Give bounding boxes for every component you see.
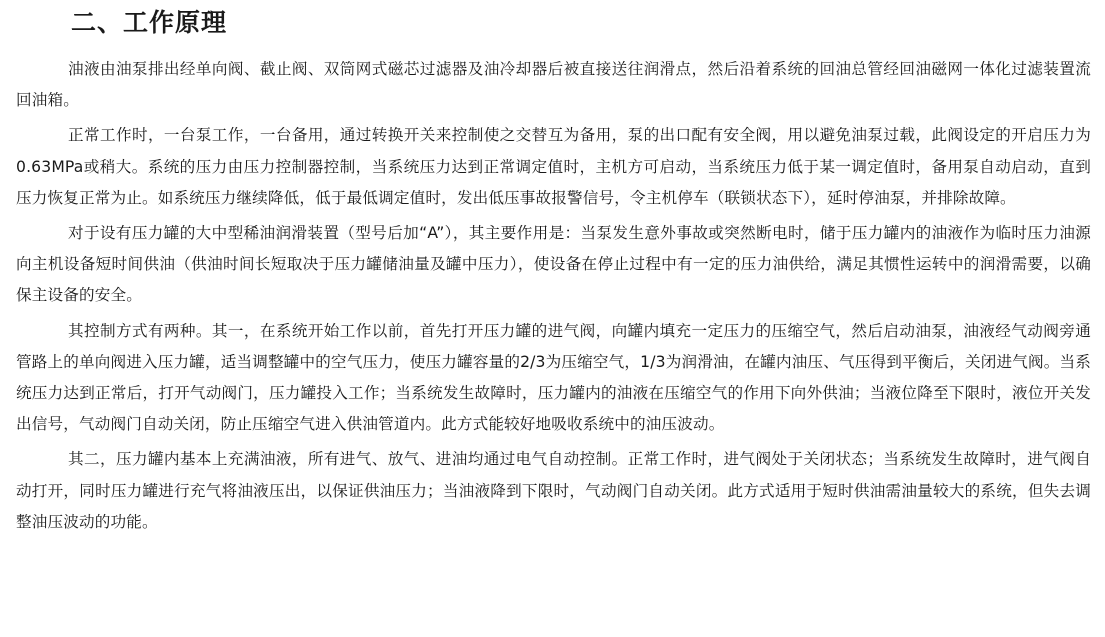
paragraph-control-method-one: 其控制方式有两种。其一，在系统开始工作以前，首先打开压力罐的进气阀，向罐内填充一定压力的压缩空气，然后启动油泵，油液经气动阀旁通管路上的单向阀进入压力罐，适当调整罐中的空气压力，使压力罐容量的2/3为压缩空气，1/3为润滑油，在罐内油压、气压得到平衡后，关闭进气阀。当系统压力达到正常后，打开气动阀门，压力罐投入工作；当系统发生故障时，压力罐内的油液在压缩空气的作用下向外供油；当液位降至下限时，液位开关发出信号，气动阀门自动关闭，防止压缩空气进入供油管道内。此方式能较好地吸收系统中的油压波动。 [16,321,1091,434]
paragraph-normal-operation: 正常工作时，一台泵工作，一台备用，通过转换开关来控制使之交替互为备用，泵的出口配有安全阀，用以避免油泵过载，此阀设定的开启压力为0.63MPa或稍大。系统的压力由压力控制器控制，当系统压力达到正常调定值时，主机方可启动，当系统压力低于某一调定值时，备用泵自动启动，直到压力恢复正常为止。如系统压力继续降低，低于最低调定值时，发出低压事故报警信号，令主机停车（联锁状态下），延时停油泵，并排除故障。 [16,126,1091,207]
section-title: 二、工作原理 [71,8,228,37]
paragraph-oil-flow: 油液由油泵排出经单向阀、截止阀、双筒网式磁芯过滤器及油冷却器后被直接送往润滑点，然后沿着系统的回油总管经回油磁网一体化过滤装置流回油箱。 [16,60,1091,110]
paragraph-control-method-two: 其二，压力罐内基本上充满油液，所有进气、放气、进油均通过电气自动控制。正常工作时，进气阀处于关闭状态；当系统发生故障时，进气阀自动打开，同时压力罐进行充气将油液压出，以保证供油压力；当油液降到下限时，气动阀门自动关闭。此方式适用于短时供油需油量较大的系统，但失去调整油压波动的功能。 [16,450,1091,531]
paragraph-pressure-tank: 对于设有压力罐的大中型稀油润滑装置（型号后加“A”），其主要作用是：当泵发生意外事故或突然断电时，储于压力罐内的油液作为临时压力油源向主机设备短时间供油（供油时间长短取决于压力罐储油量及罐中压力），使设备在停止过程中有一定的压力油供给，满足其惯性运转中的润滑需要，以确保主设备的安全。 [16,224,1091,305]
